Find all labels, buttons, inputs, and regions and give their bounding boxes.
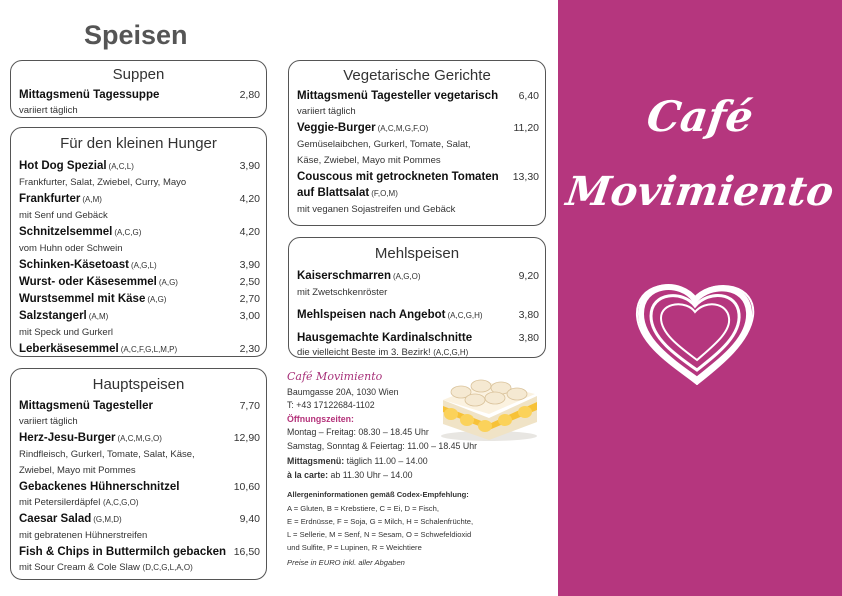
item-name: Veggie-Burger (A,C,M,G,F,O) [297,122,429,134]
item-price: 3,00 [239,310,260,322]
item-name: Wurst- oder Käsesemmel (A,G) [19,276,178,288]
item-name-cont: auf Blattsalat (F,O,M) [297,187,398,199]
menu-item [289,307,545,324]
item-name: Caesar Salad (G,M,D) [19,513,122,525]
menu-item [11,430,266,479]
section-hauptspeisen [10,368,267,580]
menu-item [11,158,266,191]
menu-item [289,120,545,169]
allergen-line: und Sulfite, P = Lupinen, R = Weichtiere [287,542,422,552]
menu-item [289,268,545,301]
menu-item [289,330,545,359]
item-name: Wurstsemmel mit Käse (A,G) [19,293,167,305]
menu-item [11,87,266,119]
item-desc: mit Senf und Gebäck [19,210,108,221]
item-desc: mit veganen Sojastreifen und Gebäck [297,204,456,215]
menu-item [289,169,545,218]
brand-panel [558,0,842,596]
address: Baumgasse 20A, 1030 Wien [287,386,399,397]
cafe-info [287,370,557,569]
hours-weekday: Montag – Freitag: 08.30 – 18.45 Uhr [287,427,429,437]
section-title: Suppen [112,66,165,83]
item-name: Mittagsmenü Tagessuppe [19,89,160,101]
item-price: 13,30 [512,171,539,183]
menu-item [11,191,266,224]
lunch-hours: Mittagsmenü: täglich 11.00 – 14.00 [287,456,428,466]
menu-item [11,291,266,308]
item-price: 7,70 [239,400,260,412]
item-desc: die vielleicht Beste im 3. Bezirk! (A,C,G,H) [297,347,469,358]
item-price: 10,60 [233,481,260,493]
item-desc: variiert täglich [19,416,78,427]
menu-item [11,274,266,291]
item-desc: mit Zwetschkenröster [297,287,388,298]
item-name: Kaiserschmarren (A,G,O) [297,270,421,282]
menu-item [11,308,266,341]
item-name: Frankfurter (A,M) [19,193,102,205]
carte-hours: à la carte: ab 11.30 Uhr – 14.00 [287,469,413,480]
page-title: Speisen [84,20,188,50]
item-desc: Gemüselaibchen, Gurkerl, Tomate, Salat, [297,139,471,150]
panel-title-movimiento: Movimiento [563,168,837,215]
section-title: Für den kleinen Hunger [60,135,217,152]
item-name: Salzstangerl (A,M) [19,310,109,322]
item-price: 2,50 [239,276,260,288]
panel-title-cafe: Café [643,92,757,141]
section-title: Hauptspeisen [92,376,185,393]
price-note: Preise in EURO inkl. aller Abgaben [287,557,405,567]
item-price: 16,50 [233,546,260,558]
item-name: Leberkäsesemmel (A,C,F,G,L,M,P) [19,343,178,355]
item-price: 3,90 [239,259,260,271]
item-name: Gebackenes Hühnerschnitzel [19,481,180,493]
item-desc: mit Petersilerdäpfel (A,C,G,O) [19,497,139,508]
item-price: 2,30 [239,343,260,355]
hours-title: Öffnungszeiten: [287,413,354,424]
item-price: 4,20 [239,226,260,238]
item-price: 3,90 [239,160,260,172]
menu-item [11,224,266,257]
menu-item [11,511,266,544]
item-desc: Frankfurter, Salat, Zwiebel, Curry, Mayo [19,177,187,188]
heart-icon [631,276,761,386]
section-title: Vegetarische Gerichte [343,67,491,84]
item-price: 3,80 [518,309,539,321]
item-price: 9,40 [239,513,260,525]
item-desc: variiert täglich [297,106,356,117]
item-desc: vom Huhn oder Schwein [19,243,123,254]
item-price: 2,80 [239,89,260,101]
item-desc: variiert täglich [19,105,78,116]
item-name: Mittagsmenü Tagesteller vegetarisch [297,90,499,102]
item-name: Schnitzelsemmel (A,C,G) [19,226,142,238]
section-vegetarisch [288,60,546,226]
item-desc: mit Speck und Gurkerl [19,327,113,338]
menu-item [11,398,266,430]
item-price: 2,70 [239,293,260,305]
hours-weekend: Samstag, Sonntag & Feiertag: 11.00 – 18.45 Uhr [287,440,478,451]
allergen-line: E = Erdnüsse, F = Soja, G = Milch, H = Schalenfrüchte, [287,516,474,526]
section-mehlspeisen [288,237,546,358]
item-name: Mittagsmenü Tagesteller [19,400,153,412]
item-name: Herz-Jesu-Burger (A,C,M,G,O) [19,432,162,444]
item-desc: Käse, Zwiebel, Mayo mit Pommes [297,155,441,166]
menu-item [11,341,266,358]
item-name: Couscous mit getrockneten Tomaten [297,171,499,183]
item-desc: mit Sour Cream & Cole Slaw (D,C,G,L,A,O) [19,562,193,573]
menu-item [11,479,266,511]
section-suppen [10,60,267,118]
item-name: Schinken-Käsetoast (A,G,L) [19,259,157,271]
item-price: 9,20 [518,270,539,282]
item-price: 3,80 [518,332,539,344]
menu-item [11,544,266,576]
item-price: 6,40 [518,90,539,102]
allergen-line: A = Gluten, B = Krebstiere, C = Ei, D = Fisch, [287,503,439,513]
brand-name: Café Movimiento [287,370,383,383]
allergen-line: L = Sellerie, M = Senf, N = Sesam, O = Schwefeldioxid [287,529,472,539]
allergen-title: Allergeninformationen gemäß Codex-Empfehlung: [287,490,469,499]
item-price: 4,20 [239,193,260,205]
item-price: 12,90 [233,432,260,444]
item-name: Fish & Chips in Buttermilch gebacken [19,546,227,558]
section-title: Mehlspeisen [374,245,460,262]
item-desc: mit gebratenen Hühnerstreifen [19,530,148,541]
menu-item [11,257,266,274]
menu-item [289,88,545,120]
item-desc: Zwiebel, Mayo mit Pommes [19,465,136,476]
item-name: Mehlspeisen nach Angebot (A,C,G,H) [297,309,483,321]
item-name: Hausgemachte Kardinalschnitte [297,332,473,344]
phone: T: +43 17122684-1102 [287,400,375,410]
item-desc: Rindfleisch, Gurkerl, Tomate, Salat, Käse, [19,449,195,460]
item-name: Hot Dog Spezial (A,C,L) [19,160,134,172]
section-kleiner-hunger [10,127,267,357]
item-price: 11,20 [513,122,539,134]
